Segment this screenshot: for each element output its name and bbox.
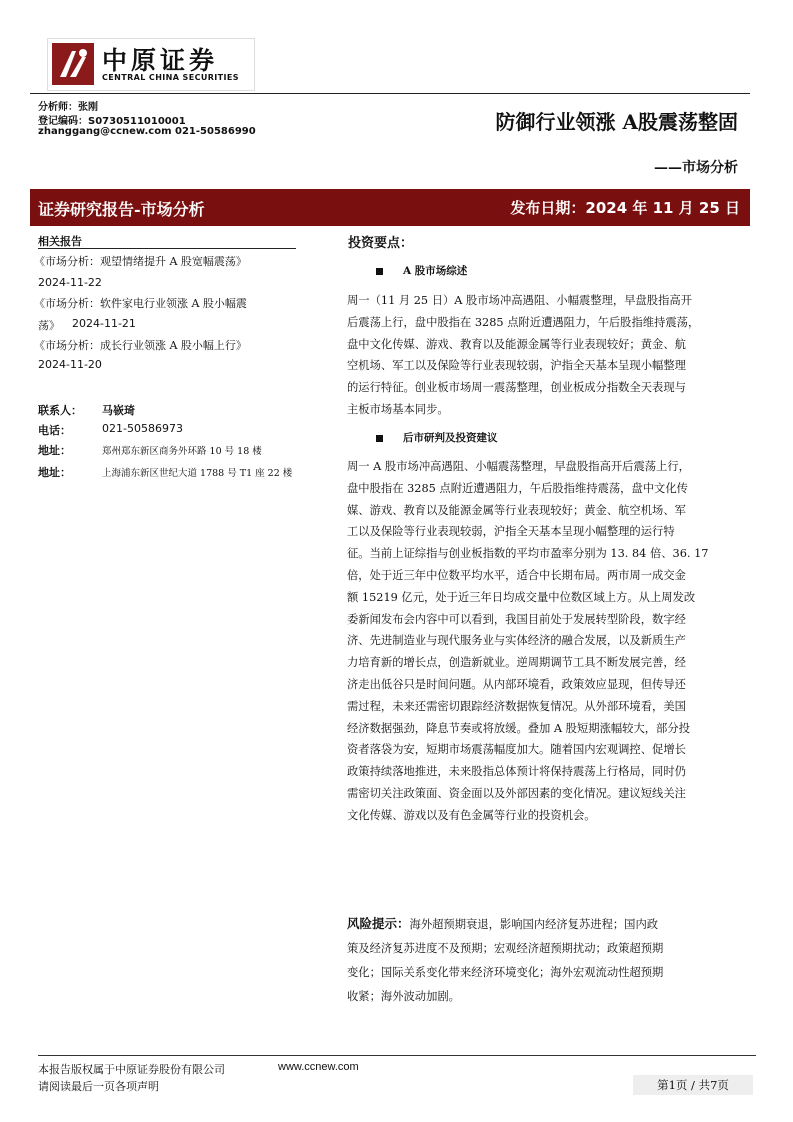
publish-date: 发布日期：2024 年 11 月 25 日 xyxy=(510,199,740,217)
contact-phone-label: 电话： xyxy=(38,424,71,437)
section-heading xyxy=(376,263,467,278)
paragraph-line: 空机场、军工以及保险等行业表现较弱，沪指全天基本呈现小幅整理 xyxy=(347,359,686,373)
risk-warning xyxy=(347,912,740,1009)
risk-line: 收紧；海外波动加剧。 xyxy=(347,990,460,1003)
paragraph-line: 工以及保险等行业表现较弱，沪指全天基本呈现小幅整理的运行特 xyxy=(347,525,675,539)
paragraph-line: 的运行特征。创业板市场周一震荡整理，创业板成分指数全天表现与 xyxy=(347,381,686,395)
paragraph-line: 济、先进制造业与现代服务业与实体经济的融合发展，以及新质生产 xyxy=(347,634,686,648)
outlook-paragraph xyxy=(347,456,740,827)
analyst-name: 分析师：张刚 xyxy=(38,102,98,113)
contact-address-label: 地址： xyxy=(38,466,71,479)
paragraph-line: 倍，处于近三年中位数平均水平，适合中长期布局。两市周一成交金 xyxy=(347,568,686,582)
contact-person: 马嵚琦 xyxy=(102,404,135,417)
paragraph-line: 周一 A 股市场冲高遇阻、小幅震荡整理，早盘股指高开后震荡上行， xyxy=(347,460,690,473)
contact-phone: 021-50586973 xyxy=(102,422,183,435)
related-report-title[interactable]: 《市场分析：成长行业领涨 A 股小幅上行》 xyxy=(34,339,247,352)
risk-line: 策及经济复苏进度不及预期；宏观经济超预期扰动；政策超预期 xyxy=(347,942,664,955)
paragraph-line: 需密切关注政策面、资金面以及外部因素的变化情况。建议短线关注 xyxy=(347,786,686,800)
page-indicator: 第1页 / 共7页 xyxy=(633,1075,753,1095)
related-report-title[interactable]: 《市场分析：观望情绪提升 A 股宽幅震荡》 xyxy=(34,255,247,268)
paragraph-line: 济走出低谷只是时间问题。从内部环境看，政策效应显现，但传导还 xyxy=(347,677,686,691)
footer-divider xyxy=(38,1055,756,1056)
paragraph-line: 需过程，未来还需密切跟踪经济数据恢复情况。从外部环境看，美国 xyxy=(347,699,686,713)
related-divider xyxy=(38,248,296,249)
bullet-square-icon xyxy=(376,435,383,442)
header-divider xyxy=(30,93,750,94)
paragraph-line: 后震荡上行，盘中股指在 3285 点附近遭遇阻力，午后股指维持震荡， xyxy=(347,315,700,329)
paragraph-line: 文化传媒、游戏以及有色金属等行业的投资机会。 xyxy=(347,808,596,822)
section-heading xyxy=(376,430,498,445)
logo-chinese-name: 中原证券 xyxy=(102,46,219,75)
section-title-market-review: A 股市场综述 xyxy=(403,265,468,277)
related-report-title[interactable]: 《市场分析：软件家电行业领涨 A 股小幅震 xyxy=(34,297,247,310)
paragraph-line: 媒、游戏、教育以及能源金属等行业表现较好；黄金、航空机场、军 xyxy=(347,503,686,517)
investment-highlights-heading: 投资要点： xyxy=(348,236,414,251)
related-report-date: 2024-11-22 xyxy=(38,276,102,289)
paragraph-line: 盘中股指在 3285 点附近遭遇阻力，午后股指维持震荡，盘中文化传 xyxy=(347,481,688,495)
website-link[interactable]: www.ccnew.com xyxy=(278,1061,359,1073)
related-report-date: 2024-11-20 xyxy=(38,358,102,371)
related-report-title-cont[interactable]: 荡》 xyxy=(38,319,60,332)
section-title-outlook: 后市研判及投资建议 xyxy=(403,432,498,444)
contact-address-label: 地址： xyxy=(38,444,71,457)
bullet-square-icon xyxy=(376,268,383,275)
risk-label: 风险提示： xyxy=(347,916,410,931)
report-subtitle: ——市场分析 xyxy=(654,160,738,176)
contact-person-label: 联系人： xyxy=(38,404,82,417)
paragraph-line: 征。当前上证综指与创业板指数的平均市盈率分别为 13. 84 倍、36. 17 xyxy=(347,547,709,561)
paragraph-line: 周一（11 月 25 日）A 股市场冲高遇阻、小幅震整理，早盘股指高开 xyxy=(347,294,692,307)
paragraph-line: 委新闻发布会内容中可以看到，我国目前处于发展转型阶段，数字经 xyxy=(347,612,686,626)
related-report-date: 2024-11-21 xyxy=(72,317,136,330)
copyright-notice: 本报告版权属于中原证券股份有限公司 xyxy=(38,1063,225,1076)
paragraph-line: 政策持续落地推进，未来股指总体预计将保持震荡上行格局，同时仍 xyxy=(347,765,686,779)
report-banner xyxy=(30,189,750,226)
report-type: 证券研究报告-市场分析 xyxy=(38,200,205,219)
paragraph-line: 力培育新的增长点，创造新就业。逆周期调节工具不断发展完善，经 xyxy=(347,656,686,670)
paragraph-line: 盘中文化传媒、游戏、教育以及能源金属等行业表现较好；黄金、航 xyxy=(347,337,686,351)
analyst-registration: 登记编码：S0730511010001 xyxy=(38,116,186,127)
contact-address-shanghai: 上海浦东新区世纪大道 1788 号 T1 座 22 楼 xyxy=(102,468,293,479)
risk-line: 变化；国际关系变化带来经济环境变化；海外宏观流动性超预期 xyxy=(347,966,664,979)
paragraph-line: 额 15219 亿元，处于近三年日均成交量中位数区域上方。从上周发改 xyxy=(347,590,696,604)
risk-line: 海外超预期衰退，影响国内经济复苏进程；国内政 xyxy=(409,918,659,931)
paragraph-line: 经济数据强劲，降息节奏或将放缓。叠加 A 股短期涨幅较大，部分投 xyxy=(347,721,690,735)
paragraph-line: 主板市场基本同步。 xyxy=(347,402,449,416)
contact-address-zhengzhou: 郑州郑东新区商务外环路 10 号 18 楼 xyxy=(102,446,262,457)
market-review-paragraph xyxy=(347,290,740,421)
disclaimer-note: 请阅读最后一页各项声明 xyxy=(38,1080,159,1093)
logo-english-name: CENTRAL CHINA SECURITIES xyxy=(102,73,239,82)
report-title: 防御行业领涨 A股震荡整固 xyxy=(495,110,738,134)
paragraph-line: 资者落袋为安，短期市场震荡幅度加大。随着国内宏观调控、促增长 xyxy=(347,743,686,757)
logo-mark-icon xyxy=(52,43,94,85)
analyst-contact: zhanggang@ccnew.com 021-50586990 xyxy=(38,126,256,137)
company-logo xyxy=(47,38,255,91)
related-reports-heading: 相关报告 xyxy=(38,235,82,248)
